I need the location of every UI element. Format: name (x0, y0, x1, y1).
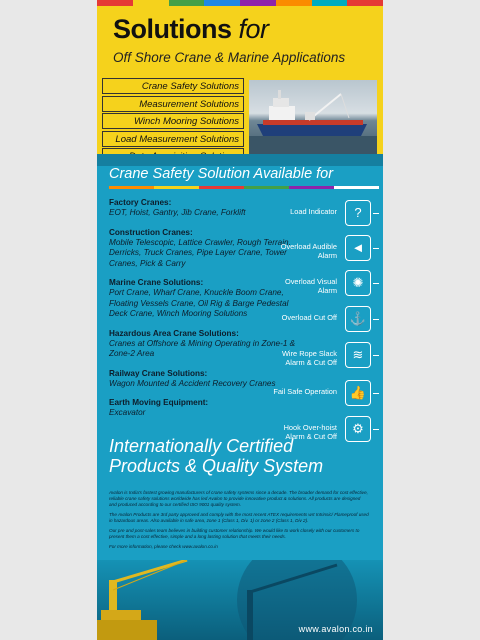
feature-fail-safe (273, 378, 383, 418)
solution-item: Measurement Solutions (102, 96, 244, 112)
feature-load-indicator (287, 198, 383, 238)
feature-label: Wire Rope Slack Alarm & Cut Off (281, 349, 337, 367)
paragraph: For more information, please check www.avalon.co.in (109, 544, 218, 549)
speaker-icon: ◄ (345, 235, 371, 261)
solution-item: Winch Mooring Solutions (102, 113, 244, 129)
hook-load-icon: ⚓ (345, 306, 371, 332)
section-color-line (109, 186, 379, 189)
feature-label: Overload Cut Off (281, 313, 337, 322)
page-subtitle: Off Shore Crane & Marine Applications (113, 50, 346, 65)
solution-item: Load Measurement Solutions (102, 131, 244, 147)
header-panel (97, 6, 383, 154)
category-description: Port Crane, Wharf Crane, Knuckle Boom Crane, Floating Vessels Crane, Oil Rig & Barge Pedestal Deck Crane, Winch Mooring Solutions (109, 288, 289, 318)
category-item (109, 369, 299, 390)
category-description: Cranes at Offshore & Mining Operating in Zone-1 & Zone-2 Area (109, 338, 296, 358)
category-heading: Marine Crane Solutions: (109, 278, 204, 287)
paragraph: The Avalon Products are 3rd party approved and comply with the most recent ATEX requirements wrt Intrinsic/ Flameproof used in hazardous areas. Also available in safe area, zone 1 (Class 1, Div. 1) or zone 2 (Class 1, Div 2). (109, 512, 369, 523)
thumbs-up-icon: 👍 (345, 380, 371, 406)
solutions-list (102, 78, 244, 166)
feature-label: Hook Over-hoist Alarm & Cut Off (283, 423, 337, 441)
feature-overload-cutoff (281, 304, 383, 344)
category-heading: Hazardous Area Crane Solutions: (109, 328, 239, 338)
category-description: EOT, Hoist, Gantry, Jib Crane, Forklift (109, 208, 246, 217)
category-heading: Factory Cranes: (109, 198, 172, 207)
solution-item: Crane Safety Solutions (102, 78, 244, 94)
divider-band (97, 154, 383, 166)
hook-icon: ⚙ (345, 416, 371, 442)
category-heading: Earth Moving Equipment: (109, 398, 209, 407)
feature-label: Load Indicator (290, 207, 337, 216)
website-url[interactable]: www.avalon.co.in (298, 624, 373, 634)
section-title: Crane Safety Solution Available for (109, 166, 334, 182)
feature-rope-slack (281, 340, 383, 380)
brochure-banner (97, 0, 383, 640)
category-heading: Railway Crane Solutions: (109, 368, 208, 378)
rope-icon: ≋ (345, 342, 371, 368)
category-item (109, 398, 299, 419)
question-weight-icon: ? (345, 200, 371, 226)
category-description: Excavator (109, 408, 146, 417)
category-description: Wagon Mounted & Accident Recovery Cranes (109, 378, 276, 388)
beacon-icon: ✺ (345, 270, 371, 296)
feature-label: Fail Safe Operation (273, 387, 337, 396)
paragraph: Avalon is India's fastest growing manufacturers of crane safety systems since a decade. The broader demand for cost effective, reliable crane safety solutions worldwide has led Avalon to provide innovative product & solutions. All products are designed and produced according to our certified ISO 9001 quality system. (109, 490, 368, 507)
page-title: Solutions for (113, 14, 269, 44)
category-heading: Construction Cranes: (109, 227, 193, 237)
feature-visual-alarm (284, 268, 383, 308)
feature-audible-alarm (280, 233, 383, 273)
certification-heading: Internationally Certified Products & Quality System (109, 436, 324, 476)
company-description (109, 490, 369, 554)
paragraph: Our pre and post-sales team believes in building customer relationship. We would like to work closely with our customers to present them a cost effective, simple and a long lasting solution that meets their needs. (109, 528, 360, 539)
offshore-vessel-photo (249, 80, 377, 154)
crane-silhouette-image (97, 560, 383, 640)
feature-label: Overload Audible Alarm (280, 242, 337, 260)
category-description: Mobile Telescopic, Lattice Crawler, Rough Terrain, Derricks, Truck Cranes, Pipe Layer Crane, Tower Cranes, Pick & Carry (109, 237, 291, 268)
feature-label: Overload Visual Alarm (284, 277, 337, 295)
